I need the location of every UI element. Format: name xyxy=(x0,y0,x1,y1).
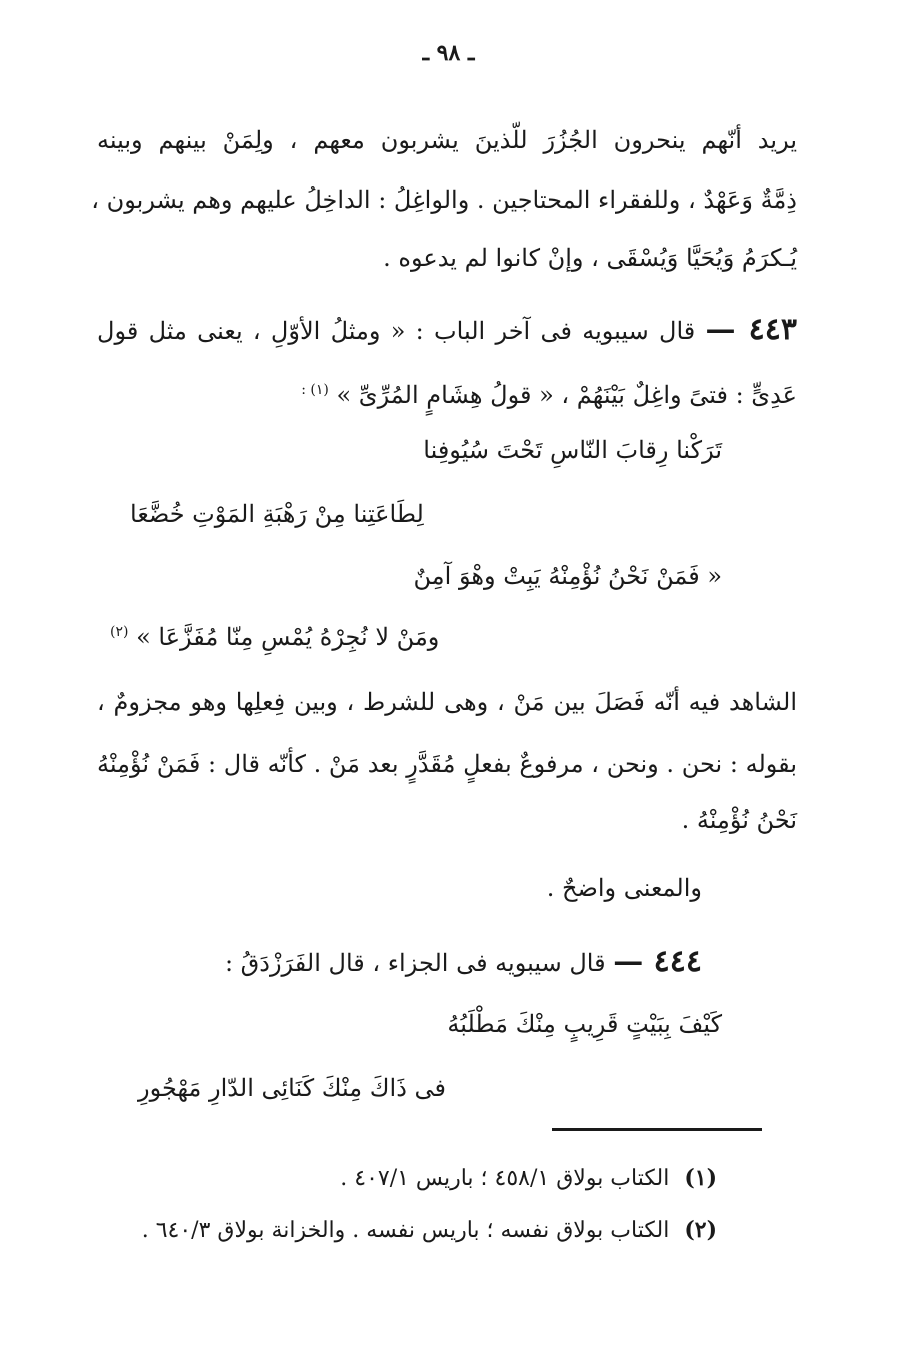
section-number-444: ٤٤٤ — xyxy=(613,944,702,979)
footnote-ref-2: (٢) xyxy=(110,624,129,640)
text-line-5: عَدِىٍّ : فتىً واغِلٌ بَيْنَهُمْ ، « قولُ هِشَامٍ المُرِّىِّ » xyxy=(336,381,797,409)
verse-line-3: « فَمَنْ نَحْنُ نُؤْمِنْهُ يَبِتْ وهْوَ آمِنٌ xyxy=(413,562,722,590)
section-443-text: قال سيبويه فى آخر الباب : « ومثلُ الأوّلِ ، يعنى مثل قول xyxy=(97,317,696,345)
verse-line-4: ومَنْ لا نُجِرْهُ يُمْسِ مِنّا مُفَزَّعَا » xyxy=(136,623,440,651)
text-line-3: يُـكرَمُ وَيُحَيَّا وَيُسْقَى ، وإنْ كانوا لم يدعوه . xyxy=(383,244,797,272)
section-number-443: ٤٤٣ — xyxy=(705,312,797,347)
section-444-line xyxy=(225,942,702,983)
verse-line-5: كَيْفَ بِبَيْتٍ قَرِيبٍ مِنْكَ مَطْلَبُهُ xyxy=(447,1010,722,1038)
verse-line-4-wrap xyxy=(110,612,439,657)
footnote-ref-1: (١) : xyxy=(301,382,329,398)
footnote-2-number: (٢) xyxy=(684,1217,717,1243)
commentary-line-3: نَحْنُ نُؤْمِنْهُ . xyxy=(681,806,797,834)
footnote-1 xyxy=(340,1160,717,1197)
page-number: ـ ٩٨ ـ xyxy=(422,40,475,66)
footnote-2 xyxy=(142,1212,717,1249)
verse-line-6: فى ذَاكَ مِنْكَ كَنَائِى الدّارِ مَهْجُورِ xyxy=(138,1074,446,1102)
section-443-line xyxy=(97,310,797,351)
footnote-separator xyxy=(552,1128,762,1131)
section-444-text: قال سيبويه فى الجزاء ، قال الفَرَزْدَقُ : xyxy=(224,949,606,977)
footnote-2-text: الكتاب بولاق نفسه ؛ باريس نفسه . والخزانة بولاق ٦٤٠/٣ . xyxy=(141,1218,670,1243)
text-line-2: ذِمَّةٌ وَعَهْدٌ ، وللفقراء المحتاجين . والواغِلُ : الداخِلُ عليهم وهم يشربون ، xyxy=(91,186,797,214)
section-443-line-2 xyxy=(97,370,797,415)
text-line-1: يريد أنّهم ينحرون الجُزُرَ للّذينَ يشربون معهم ، ولِمَنْ بينهم وبينه xyxy=(97,126,797,154)
commentary-line-2: بقوله : نحن . ونحن ، مرفوعٌ بفعلٍ مُقَدَّرٍ بعد مَنْ . كأنّه قال : فَمَنْ نُؤْمِنْهُ xyxy=(97,750,797,778)
commentary-line-1: الشاهد فيه أنّه فَصَلَ بين مَنْ ، وهى للشرط ، وبين فِعلِها وهو مجزومٌ ، xyxy=(97,688,798,716)
footnote-1-number: (١) xyxy=(684,1165,717,1191)
verse-line-1: تَرَكْنا رِقابَ النّاسِ تَحْتَ سُيُوفِنا xyxy=(423,436,722,464)
footnote-1-text: الكتاب بولاق ٤٥٨/١ ؛ باريس ٤٠٧/١ . xyxy=(340,1166,670,1191)
verse-line-2: لِطَاعَتِنا مِنْ رَهْبَةِ المَوْتِ خُضَّعَا xyxy=(130,500,424,528)
commentary-line-4: والمعنى واضحٌ . xyxy=(546,874,702,902)
